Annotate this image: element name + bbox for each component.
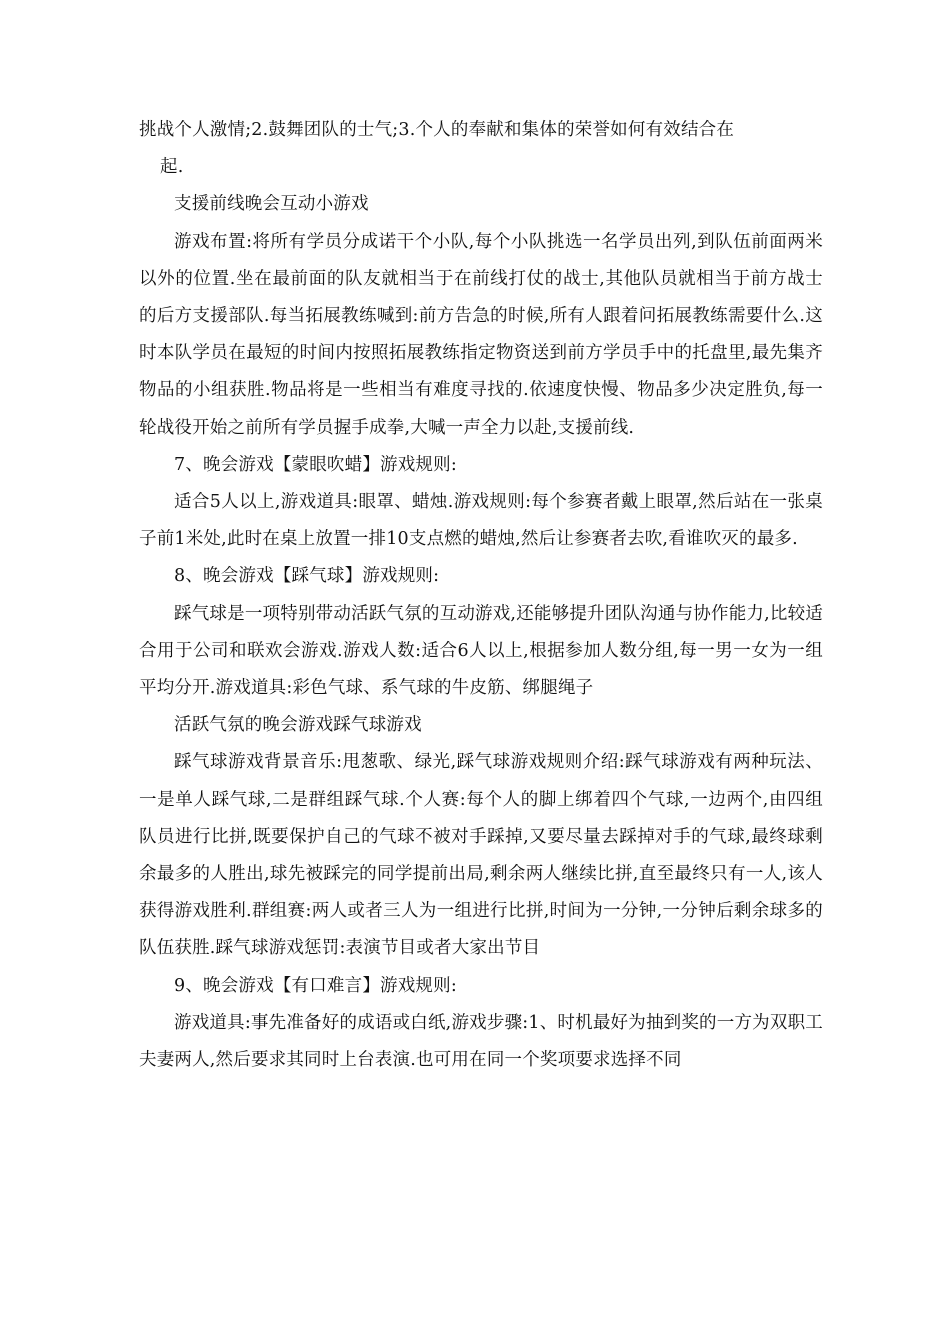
section-heading-balloon-game: 活跃气氛的晚会游戏踩气球游戏 [174, 715, 422, 736]
paragraph-2: 起. [160, 157, 184, 178]
paragraph-game-8-intro: 踩气球是一项特别带动活跃气氛的互动游戏,还能够提升团队沟通与协作能力,比较适合用于公司和联欢会游戏.游戏人数:适合6人以上,根据参加人数分组,每一男一女为一组平均分开.游戏道具:彩色气球、系气球的牛皮筋、绑腿绳子 [139, 603, 823, 699]
paragraph-balloon-game-rules: 踩气球游戏背景音乐:甩葱歌、绿光,踩气球游戏规则介绍:踩气球游戏有两种玩法、一是单人踩气球,二是群组踩气球.个人赛:每个人的脚上绑着四个气球,一边两个,由四组队员进行比拼,既要保护自己的气球不被对手踩掉,又要尽量去踩掉对手的气球,最终球剩余最多的人胜出,球先被踩完的同学提前出局,剩余两人继续比拼,直至最终只有一人,该人获得游戏胜利.群组赛:两人或者三人为一组进行比拼,时间为一分钟,一分钟后剩余球多的队伍获胜.踩气球游戏惩罚:表演节目或者大家出节目 [139, 752, 824, 959]
paragraph-game-9-rules: 游戏道具:事先准备好的成语或白纸,游戏步骤:1、时机最好为抽到奖的一方为双职工夫妻两人,然后要求其同时上台表演.也可用在同一个奖项要求选择不同 [139, 1012, 823, 1071]
document-body [139, 112, 823, 1079]
section-heading-game-7: 7、晚会游戏【蒙眼吹蜡】游戏规则: [174, 454, 457, 475]
section-heading-support-frontline: 支援前线晚会互动小游戏 [174, 194, 369, 215]
paragraph-1: 挑战个人激情;2.鼓舞团队的士气;3.个人的奉献和集体的荣誉如何有效结合在 [139, 120, 735, 140]
paragraph-support-frontline-rules: 游戏布置:将所有学员分成诺干个小队,每个小队挑选一名学员出列,到队伍前面两米以外的位置.坐在最前面的队友就相当于在前线打仗的战士,其他队员就相当于前方战士的后方支援部队.每当拓展教练喊到:前方告急的时候,所有人跟着问拓展教练需要什么.这时本队学员在最短的时间内按照拓展教练指定物资送到前方学员手中的托盘里,最先集齐物品的小组获胜.物品将是一些相当有难度寻找的.依速度快慢、物品多少决定胜负,每一轮战役开始之前所有学员握手成拳,大喊一声全力以赴,支援前线. [139, 231, 824, 438]
paragraph-game-7-rules: 适合5人以上,游戏道具:眼罩、蜡烛.游戏规则:每个参赛者戴上眼罩,然后站在一张桌子前1米处,此时在桌上放置一排10支点燃的蜡烛,然后让参赛者去吹,看谁吹灭的最多. [139, 492, 823, 550]
section-heading-game-9: 9、晚会游戏【有口难言】游戏规则: [174, 975, 457, 996]
section-heading-game-8: 8、晚会游戏【踩气球】游戏规则: [174, 566, 440, 587]
